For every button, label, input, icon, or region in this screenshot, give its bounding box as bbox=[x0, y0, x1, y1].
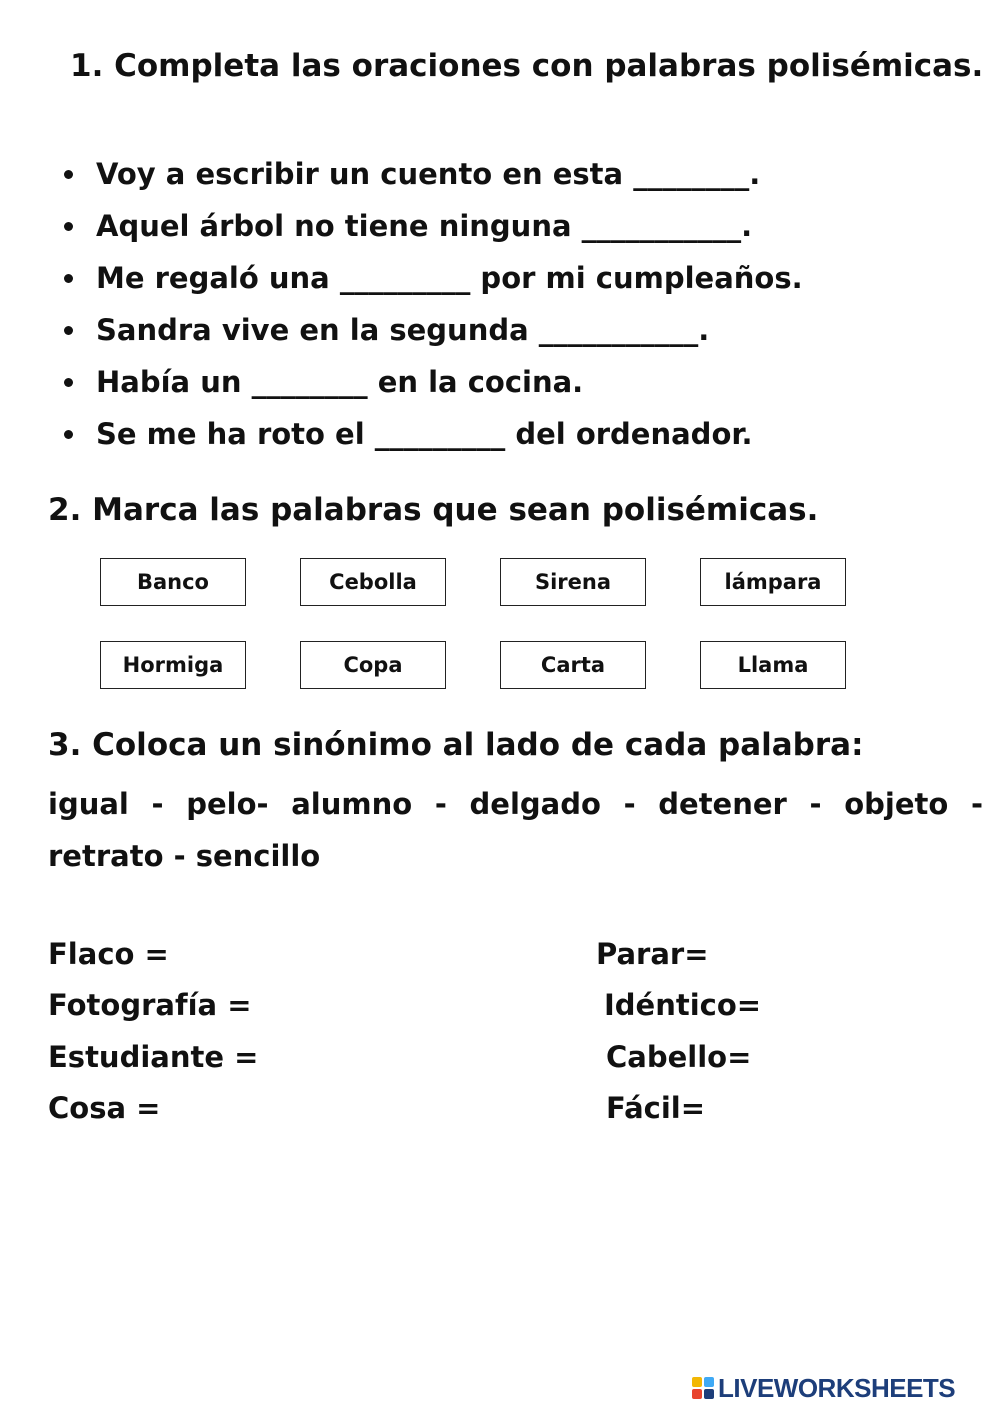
bullet-icon bbox=[64, 378, 73, 387]
bank-separator: - bbox=[970, 787, 983, 821]
word-box-carta[interactable]: Carta bbox=[500, 641, 646, 689]
synonym-prompt-right: Fácil= bbox=[606, 1091, 706, 1125]
sentence-item bbox=[62, 306, 803, 358]
word-bank-line-2: retrato - sencillo bbox=[48, 839, 321, 873]
bullet-icon bbox=[64, 274, 73, 283]
bank-separator: - bbox=[623, 787, 636, 821]
sentence-text: Aquel árbol no tiene ninguna ___________. bbox=[96, 209, 753, 243]
logo-text: LIVEWORKSHEETS bbox=[718, 1373, 956, 1403]
bank-separator: - bbox=[809, 787, 822, 821]
bank-separator: - bbox=[434, 787, 447, 821]
bank-word: objeto bbox=[844, 787, 949, 821]
bullet-icon bbox=[64, 170, 73, 179]
liveworksheets-logo-icon bbox=[692, 1377, 714, 1401]
word-box-llama[interactable]: Llama bbox=[700, 641, 846, 689]
synonym-prompt-right: Idéntico= bbox=[604, 988, 762, 1022]
bank-separator: - bbox=[151, 787, 164, 821]
synonym-prompt-right: Cabello= bbox=[606, 1040, 752, 1074]
synonym-prompt-left: Cosa = bbox=[48, 1091, 161, 1125]
sentence-text: Voy a escribir un cuento en esta ________. bbox=[96, 157, 761, 191]
sentence-item bbox=[62, 202, 803, 254]
word-bank-line-1 bbox=[48, 778, 983, 830]
sentence-text: Había un ________ en la cocina. bbox=[96, 365, 584, 399]
bullet-icon bbox=[64, 430, 73, 439]
section1-title: 1. Completa las oraciones con palabras polisémicas. bbox=[70, 48, 984, 84]
bank-word: igual bbox=[48, 787, 129, 821]
sentence-text: Se me ha roto el _________ del ordenador. bbox=[96, 417, 753, 451]
synonym-prompt-right: Parar= bbox=[596, 937, 709, 971]
bullet-icon bbox=[64, 222, 73, 231]
section2-title: 2. Marca las palabras que sean polisémicas. bbox=[48, 492, 819, 528]
sentence-item bbox=[62, 410, 803, 462]
word-box-sirena[interactable]: Sirena bbox=[500, 558, 646, 606]
bullet-icon bbox=[64, 326, 73, 335]
synonym-prompt-left: Fotografía = bbox=[48, 988, 252, 1022]
sentence-item bbox=[62, 150, 803, 202]
bank-word: alumno bbox=[291, 787, 413, 821]
synonym-word-bank bbox=[48, 778, 988, 882]
sentence-item bbox=[62, 254, 803, 306]
word-box-cebolla[interactable]: Cebolla bbox=[300, 558, 446, 606]
sentence-text: Sandra vive en la segunda ___________. bbox=[96, 313, 710, 347]
word-box-lampara[interactable]: lámpara bbox=[700, 558, 846, 606]
word-box-banco[interactable]: Banco bbox=[100, 558, 246, 606]
sentence-text: Me regaló una _________ por mi cumpleaños. bbox=[96, 261, 803, 295]
bank-word: pelo- bbox=[186, 787, 269, 821]
word-box-copa[interactable]: Copa bbox=[300, 641, 446, 689]
synonym-prompt-left: Estudiante = bbox=[48, 1040, 259, 1074]
sentence-item bbox=[62, 358, 803, 410]
bank-word: detener bbox=[658, 787, 787, 821]
section3-title: 3. Coloca un sinónimo al lado de cada palabra: bbox=[48, 727, 864, 763]
synonym-prompt-left: Flaco = bbox=[48, 937, 169, 971]
sentence-list bbox=[62, 150, 803, 462]
liveworksheets-logo[interactable] bbox=[692, 1373, 955, 1404]
bank-word: delgado bbox=[469, 787, 601, 821]
word-box-hormiga[interactable]: Hormiga bbox=[100, 641, 246, 689]
